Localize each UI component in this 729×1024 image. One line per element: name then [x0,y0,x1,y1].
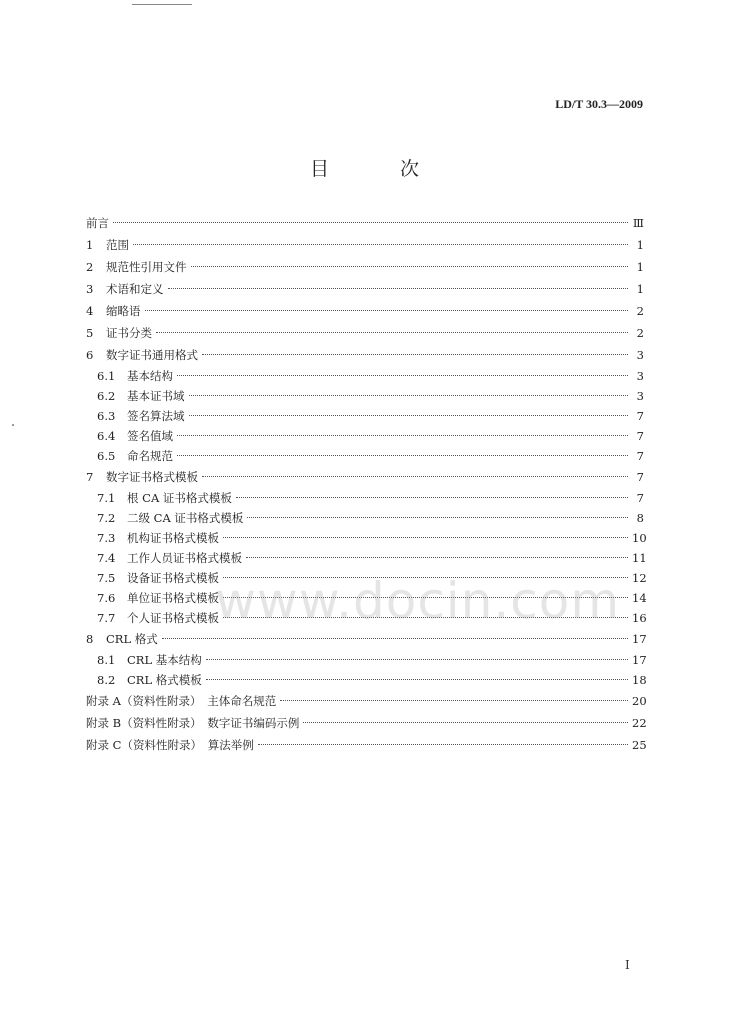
toc-dot-leader [223,537,628,538]
toc-entry [86,278,644,300]
toc-entry [86,300,644,322]
toc-entry-title: CRL 格式 [106,632,158,646]
toc-entry-title: 签名值域 [127,429,173,443]
toc-entry [86,234,644,256]
top-rule [132,4,192,5]
page-number: I [625,958,630,972]
toc-entry [86,322,644,344]
toc-dot-leader [156,332,628,333]
toc-entry-page: 12 [632,571,647,585]
toc-dot-leader [168,288,629,289]
toc-entry-number: 7.3 [97,531,116,545]
toc-entry-page: 7 [636,429,644,443]
toc-entry [86,488,644,508]
toc-entry-title: 个人证书格式模板 [127,611,219,625]
toc-entry-title: CRL 格式模板 [127,673,202,687]
toc-entry-number: 8.1 [97,653,116,667]
toc-entry-number: 6.1 [97,369,116,383]
toc-entry-number: 4 [86,304,94,318]
toc-entry-page: 25 [632,738,647,752]
toc-entry [86,650,647,670]
toc-entry-page: Ⅲ [632,216,644,230]
toc-entry-page: 1 [636,238,644,252]
toc-entry-page: 18 [632,673,647,687]
toc-entry [86,712,647,734]
toc-dot-leader [189,415,629,416]
toc-entry-title: 命名规范 [127,449,173,463]
toc-entry [86,366,644,386]
toc-entry-page: 17 [632,632,647,646]
toc-entry-number: 2 [86,260,94,274]
toc-entry-title: 基本结构 [127,369,173,383]
toc-entry-title: 缩略语 [106,304,141,318]
toc-entry-title: 工作人员证书格式模板 [127,551,242,565]
toc-entry-page: 2 [636,304,644,318]
toc-entry-page: 8 [636,511,644,525]
toc-dot-leader [145,310,629,311]
toc-entry-page: 7 [636,409,644,423]
toc-entry [86,386,644,406]
toc-entry [86,426,644,446]
toc-entry [86,406,644,426]
toc-dot-leader [246,557,628,558]
toc-entry-title: 附录 B（资料性附录） 数字证书编码示例 [86,716,300,730]
toc-entry [86,548,647,568]
toc-dot-leader [247,517,628,518]
toc-entry [86,344,644,366]
toc-dot-leader [206,679,628,680]
toc-entry-page: 22 [632,716,647,730]
toc-dot-leader [177,455,628,456]
toc-entry [86,670,647,690]
toc-entry-title: 附录 C（资料性附录） 算法举例 [86,738,254,752]
toc-entry-page: 11 [632,551,647,565]
toc-entry [86,256,644,278]
toc-dot-leader [258,744,628,745]
toc-entry-page: 7 [636,491,644,505]
toc-entry-number: 7.1 [97,491,116,505]
toc-entry-title: 数字证书格式模板 [106,470,198,484]
toc-entry [86,528,647,548]
toc-entry [86,690,647,712]
toc-entry-number: 7.6 [97,591,116,605]
toc-entry-title: 基本证书域 [127,389,185,403]
toc-entry-title: 范围 [106,238,129,252]
toc-entry-title: 附录 A（资料性附录） 主体命名规范 [86,694,277,708]
toc-entry-page: 3 [636,348,644,362]
toc-entry [86,734,647,756]
page-title: 目 次 [309,158,445,180]
toc-entry-page: 16 [632,611,647,625]
toc-entry-title: 二级 CA 证书格式模板 [127,511,244,525]
toc-dot-leader [236,497,628,498]
toc-entry-page: 1 [636,260,644,274]
toc-dot-leader [303,722,628,723]
toc-dot-leader [177,435,628,436]
toc-entry-title: 数字证书通用格式 [106,348,198,362]
toc-entry-number: 8 [86,632,94,646]
toc-dot-leader [162,638,628,639]
toc-entry-number: 1 [86,238,94,252]
toc-entry-page: 3 [636,369,644,383]
toc-entry-number: 7.4 [97,551,116,565]
table-of-contents [86,212,647,756]
standard-code: LD/T 30.3—2009 [555,97,643,111]
toc-entry-title: 设备证书格式模板 [127,571,219,585]
toc-entry [86,212,644,234]
toc-dot-leader [202,476,628,477]
toc-entry-number: 6.4 [97,429,116,443]
toc-entry-number: 7.7 [97,611,116,625]
toc-dot-leader [177,375,628,376]
toc-entry-page: 14 [632,591,647,605]
toc-entry-page: 10 [632,531,647,545]
toc-entry-number: 7.2 [97,511,116,525]
scan-speck [12,424,14,426]
toc-entry-page: 2 [636,326,644,340]
toc-entry-title: 签名算法域 [127,409,185,423]
toc-entry-title: 规范性引用文件 [106,260,187,274]
toc-entry-page: 3 [636,389,644,403]
toc-dot-leader [280,700,628,701]
toc-entry-page: 7 [636,470,644,484]
toc-entry-title: CRL 基本结构 [127,653,202,667]
toc-entry-title: 术语和定义 [106,282,164,296]
toc-entry [86,628,647,650]
toc-entry [86,446,644,466]
toc-entry-number: 6 [86,348,94,362]
watermark: www.docin.com [215,572,621,630]
toc-entry-number: 5 [86,326,94,340]
toc-entry-number: 3 [86,282,94,296]
toc-entry-page: 17 [632,653,647,667]
toc-entry-page: 1 [636,282,644,296]
toc-dot-leader [206,659,628,660]
toc-entry-title: 根 CA 证书格式模板 [127,491,232,505]
toc-dot-leader [133,244,628,245]
toc-entry-title: 前言 [86,216,109,230]
toc-entry-number: 6.2 [97,389,116,403]
toc-entry-title: 单位证书格式模板 [127,591,219,605]
toc-entry-page: 20 [632,694,647,708]
toc-dot-leader [191,266,629,267]
toc-dot-leader [189,395,629,396]
toc-entry-number: 7.5 [97,571,116,585]
toc-entry-title: 证书分类 [106,326,152,340]
toc-entry-number: 6.5 [97,449,116,463]
toc-entry-number: 6.3 [97,409,116,423]
toc-entry [86,466,644,488]
toc-entry [86,508,644,528]
toc-entry-number: 7 [86,470,94,484]
toc-entry-page: 7 [636,449,644,463]
toc-dot-leader [113,222,628,223]
toc-entry-number: 8.2 [97,673,116,687]
toc-entry-title: 机构证书格式模板 [127,531,219,545]
toc-dot-leader [202,354,628,355]
